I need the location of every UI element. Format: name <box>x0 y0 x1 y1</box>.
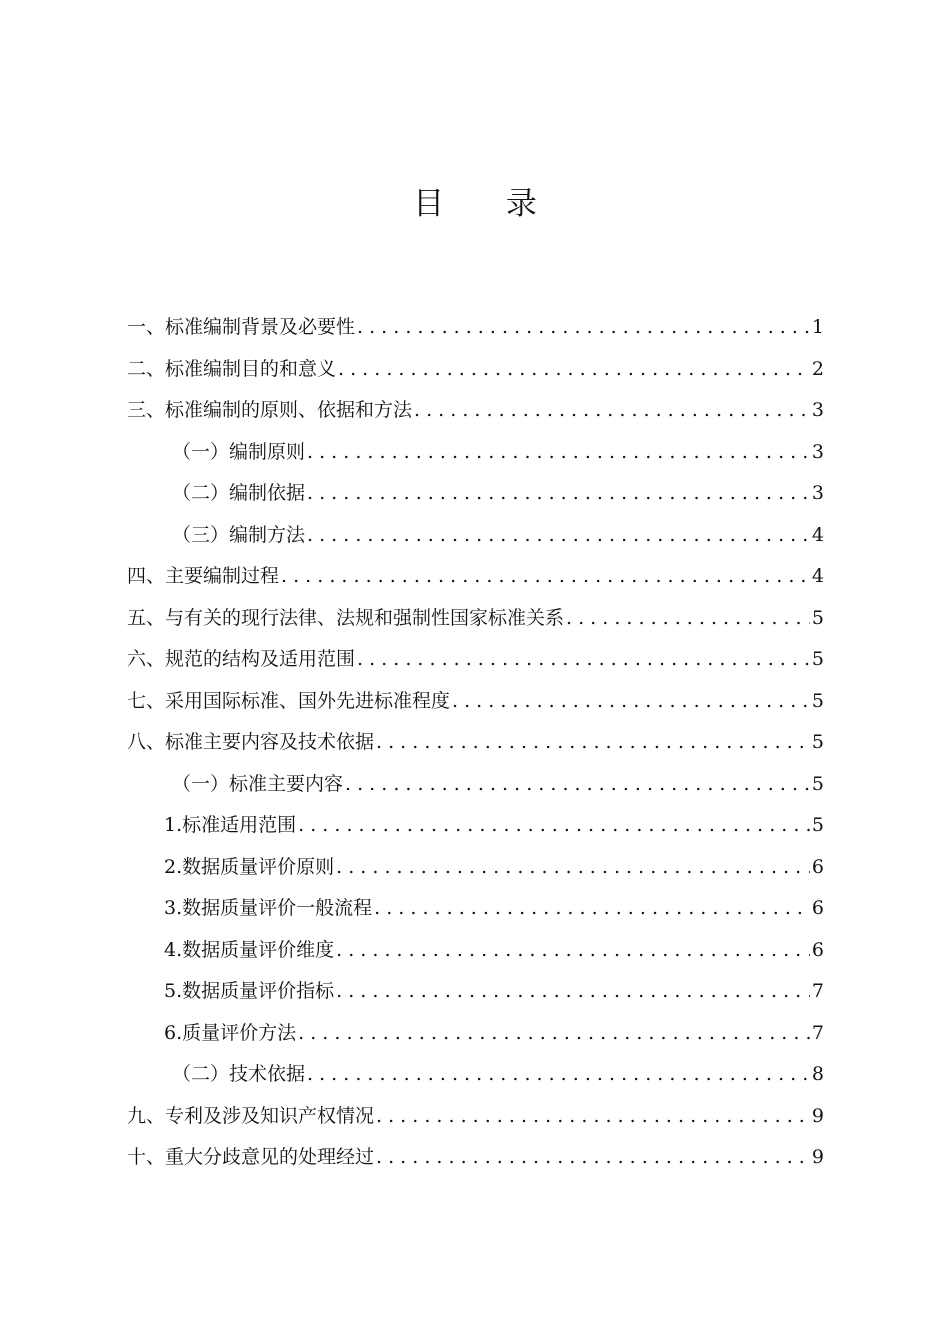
toc-entry[interactable] <box>127 725 824 767</box>
toc-entry-page: 9 <box>811 1104 824 1127</box>
toc-entry-page: 6 <box>811 938 824 961</box>
toc-entry[interactable] <box>127 1099 824 1141</box>
toc-entry-page: 5 <box>811 814 824 836</box>
toc-entry-label: 九、专利及涉及知识产权情况 <box>127 1104 375 1127</box>
toc-entry-page: 5 <box>811 689 824 712</box>
toc-entry-page: 8 <box>811 1063 824 1085</box>
toc-entry[interactable] <box>127 1057 824 1099</box>
toc-entry-page: 2 <box>811 357 824 380</box>
toc-entry-page: 3 <box>811 482 824 504</box>
table-of-contents <box>127 310 824 1182</box>
toc-entry-page: 3 <box>811 399 824 421</box>
toc-entry-label: 四、主要编制过程 <box>127 565 280 587</box>
dot-leader <box>298 808 810 842</box>
dot-leader <box>376 725 810 759</box>
toc-entry[interactable] <box>127 1140 824 1182</box>
dot-leader <box>307 476 810 510</box>
toc-entry[interactable] <box>127 1016 824 1058</box>
toc-entry-label: 六、规范的结构及适用范围 <box>127 648 356 670</box>
toc-entry[interactable] <box>127 808 824 850</box>
toc-entry-page: 6 <box>811 855 824 878</box>
dot-leader <box>307 435 810 469</box>
toc-entry-label: 6.质量评价方法 <box>164 1021 297 1044</box>
dot-leader <box>357 642 810 676</box>
dot-leader <box>336 974 810 1008</box>
toc-entry-label: （三）编制方法 <box>172 523 306 546</box>
toc-entry-page: 7 <box>811 1021 824 1044</box>
toc-entry[interactable] <box>127 891 824 933</box>
toc-entry-label: 2.数据质量评价原则 <box>164 855 335 878</box>
toc-entry-page: 6 <box>811 897 824 919</box>
toc-entry-label: 十、重大分歧意见的处理经过 <box>127 1146 375 1168</box>
toc-entry[interactable] <box>127 352 824 394</box>
toc-entry[interactable] <box>127 435 824 477</box>
dot-leader <box>374 891 810 925</box>
toc-entry-page: 3 <box>811 440 824 463</box>
toc-entry-label: 七、采用国际标准、国外先进标准程度 <box>127 689 451 712</box>
page-title: 目 录 <box>413 186 563 222</box>
dot-leader <box>345 767 810 801</box>
toc-entry-label: （一）标准主要内容 <box>172 772 344 795</box>
dot-leader <box>336 850 810 884</box>
toc-entry-page: 5 <box>811 648 824 670</box>
toc-entry-label: 4.数据质量评价维度 <box>164 938 335 961</box>
dot-leader <box>281 559 810 593</box>
toc-entry-label: 3.数据质量评价一般流程 <box>164 897 373 919</box>
toc-entry-label: 二、标准编制目的和意义 <box>127 357 337 380</box>
toc-entry[interactable] <box>127 974 824 1016</box>
toc-entry-page: 5 <box>811 731 824 753</box>
toc-entry[interactable] <box>127 601 824 643</box>
toc-entry-page: 4 <box>811 565 824 587</box>
toc-entry-label: 三、标准编制的原则、依据和方法 <box>127 399 413 421</box>
dot-leader <box>566 601 810 635</box>
toc-entry-page: 1 <box>811 316 824 338</box>
toc-entry-label: 一、标准编制背景及必要性 <box>127 316 356 338</box>
dot-leader <box>357 310 810 344</box>
toc-entry-label: （一）编制原则 <box>172 440 306 463</box>
toc-entry[interactable] <box>127 642 824 684</box>
toc-entry-label: （二）编制依据 <box>172 482 306 504</box>
toc-entry[interactable] <box>127 518 824 560</box>
dot-leader <box>376 1099 810 1133</box>
toc-entry-page: 7 <box>811 980 824 1002</box>
toc-entry-page: 9 <box>811 1146 824 1168</box>
dot-leader <box>307 518 810 552</box>
dot-leader <box>414 393 810 427</box>
toc-entry-page: 5 <box>811 772 824 795</box>
toc-entry-page: 4 <box>811 523 824 546</box>
toc-entry-label: 五、与有关的现行法律、法规和强制性国家标准关系 <box>127 606 565 629</box>
toc-entry[interactable] <box>127 393 824 435</box>
toc-entry-label: 八、标准主要内容及技术依据 <box>127 731 375 753</box>
dot-leader <box>307 1057 810 1091</box>
toc-entry-label: （二）技术依据 <box>172 1063 306 1085</box>
toc-entry[interactable] <box>127 559 824 601</box>
toc-entry-label: 1.标准适用范围 <box>164 814 297 836</box>
toc-entry[interactable] <box>127 850 824 892</box>
dot-leader <box>336 933 810 967</box>
toc-entry[interactable] <box>127 310 824 352</box>
dot-leader <box>452 684 810 718</box>
dot-leader <box>338 352 810 386</box>
toc-entry[interactable] <box>127 684 824 726</box>
toc-entry[interactable] <box>127 933 824 975</box>
toc-entry[interactable] <box>127 767 824 809</box>
toc-entry-page: 5 <box>811 606 824 629</box>
dot-leader <box>376 1140 810 1174</box>
toc-entry[interactable] <box>127 476 824 518</box>
dot-leader <box>298 1016 810 1050</box>
toc-entry-label: 5.数据质量评价指标 <box>164 980 335 1002</box>
